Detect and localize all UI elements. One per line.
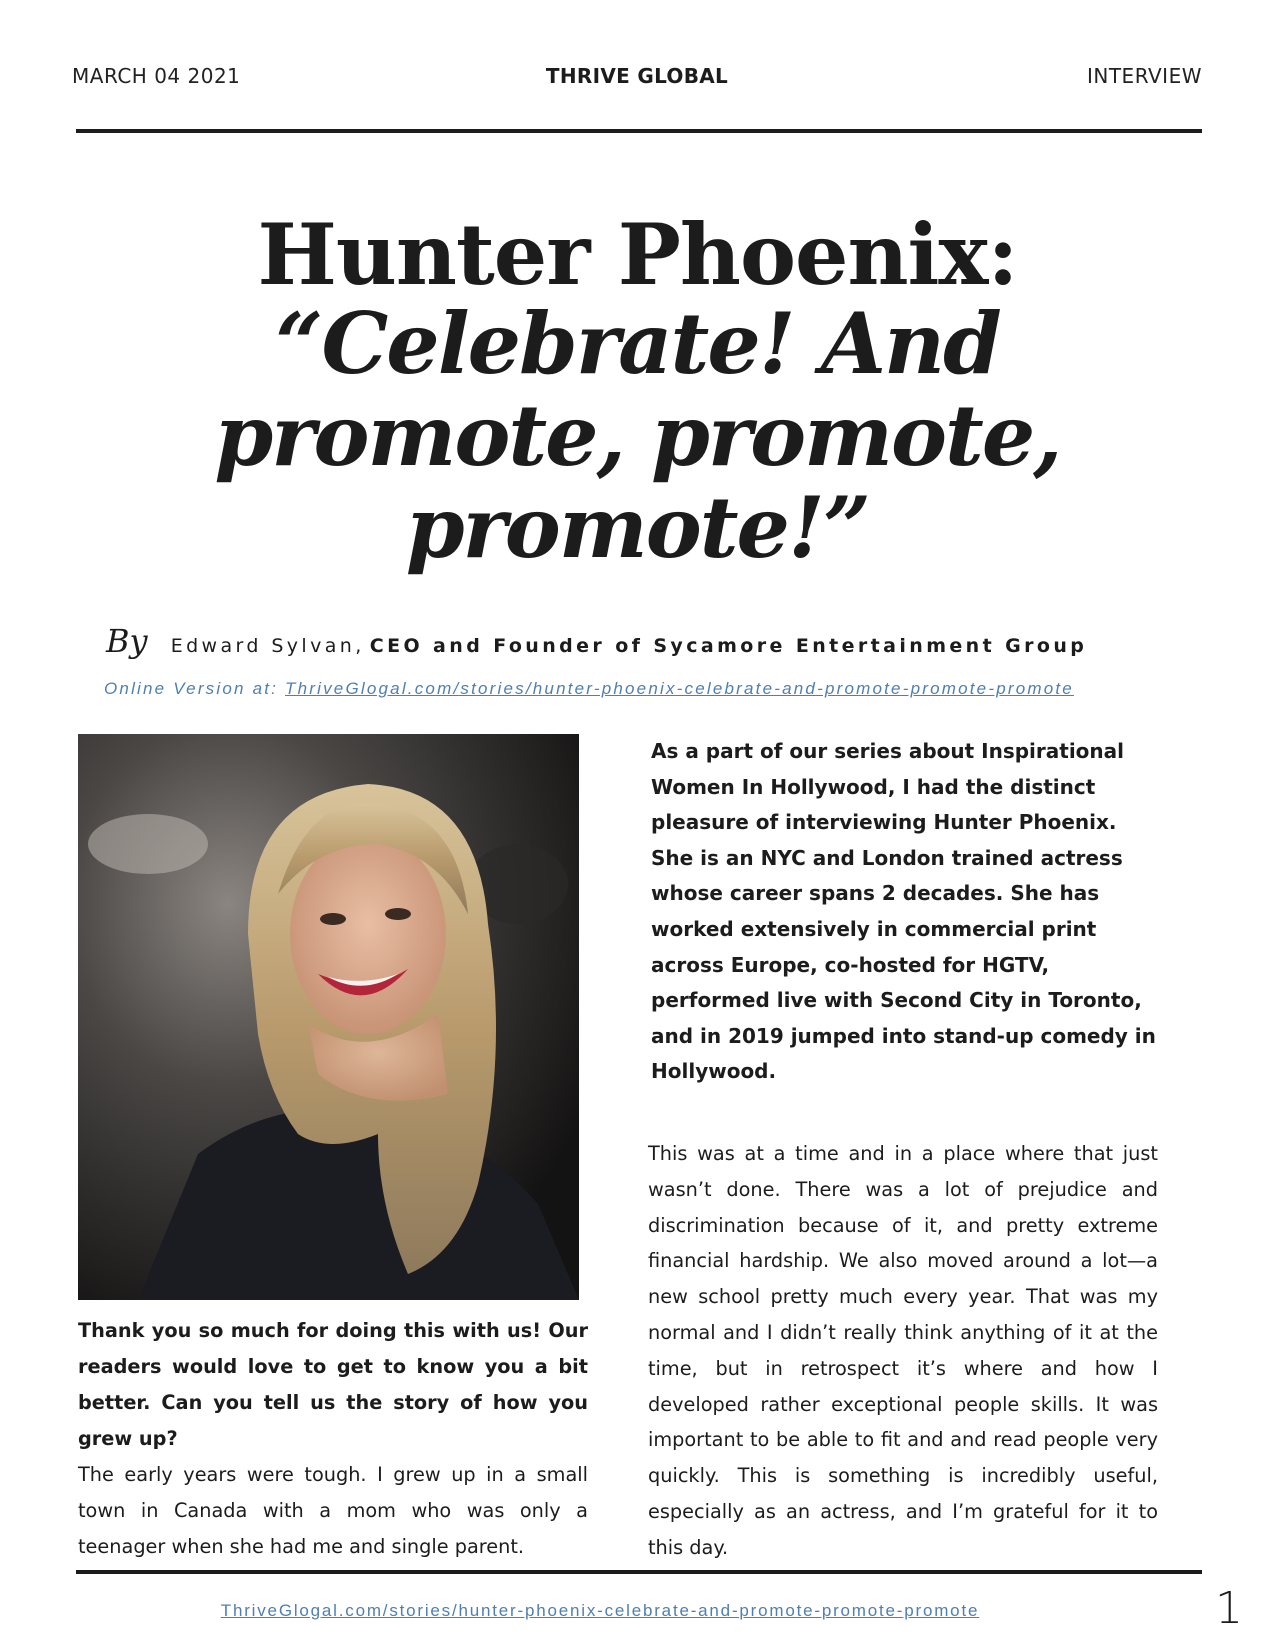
footer-link[interactable]: ThriveGlogal.com/stories/hunter-phoenix-celebrate-and-promote-promote-promote (220, 1601, 980, 1620)
author-role: CEO and Founder of Sycamore Entertainment Group (369, 635, 1088, 657)
byline (106, 622, 1186, 660)
online-version-link[interactable]: ThriveGlogal.com/stories/hunter-phoenix-celebrate-and-promote-promote-promote (285, 679, 1074, 698)
portrait-photo (78, 734, 579, 1300)
headline-line-1: Hunter Phoenix: (257, 205, 1018, 304)
issue-date: MARCH 04 2021 (72, 64, 241, 88)
top-divider (76, 129, 1202, 133)
section-label: INTERVIEW (1086, 64, 1202, 88)
headline-line-3: promote, promote, (214, 386, 1061, 485)
page-header (72, 64, 1202, 94)
headline-line-2: “Celebrate! And (275, 294, 1000, 393)
byline-by: By (106, 622, 148, 660)
article-headline (100, 205, 1175, 577)
interview-answer: The early years were tough. I grew up in a small town in Canada with a mom who was only a teenager when she had me and single parent. (78, 1463, 588, 1558)
page-number: 1 (1215, 1583, 1243, 1634)
article-intro: As a part of our series about Inspirational Women In Hollywood, I had the distinct pleasure of interviewing Hunter Phoenix. She is an NYC and London trained actress whose career spans 2 decades. She has worked extensively in commercial print across Europe, co-hosted for HGTV, performed live with Second City in Toronto, and in 2019 jumped into stand-up comedy in Hollywood. (651, 739, 1156, 1084)
qa-section (78, 1313, 588, 1565)
portrait-icon (78, 734, 579, 1300)
article-body: This was at a time and in a place where that just wasn’t done. There was a lot of prejudice and discrimination because of it, and pretty extreme financial hardship. We also moved around a lot—a new school pretty much every year. That was my normal and I didn’t really think anything of it at the time, but in retrospect it’s where and how I developed rather exceptional people skills. It was important to be able to fit and and read people very quickly. This is something is incredibly useful, especially as an actress, and I’m grateful for it to this day. (648, 1142, 1158, 1559)
headline-line-4: promote!” (405, 478, 870, 577)
online-version-label: Online Version at: (104, 679, 286, 698)
author-name: Edward Sylvan, (170, 635, 365, 657)
bottom-divider (76, 1570, 1202, 1574)
publication-name: THRIVE GLOBAL (545, 64, 729, 88)
online-version (104, 679, 1184, 699)
interview-question: Thank you so much for doing this with us! Our readers would love to get to know you a bit better. Can you tell us the story of how you grew up? (78, 1319, 588, 1450)
